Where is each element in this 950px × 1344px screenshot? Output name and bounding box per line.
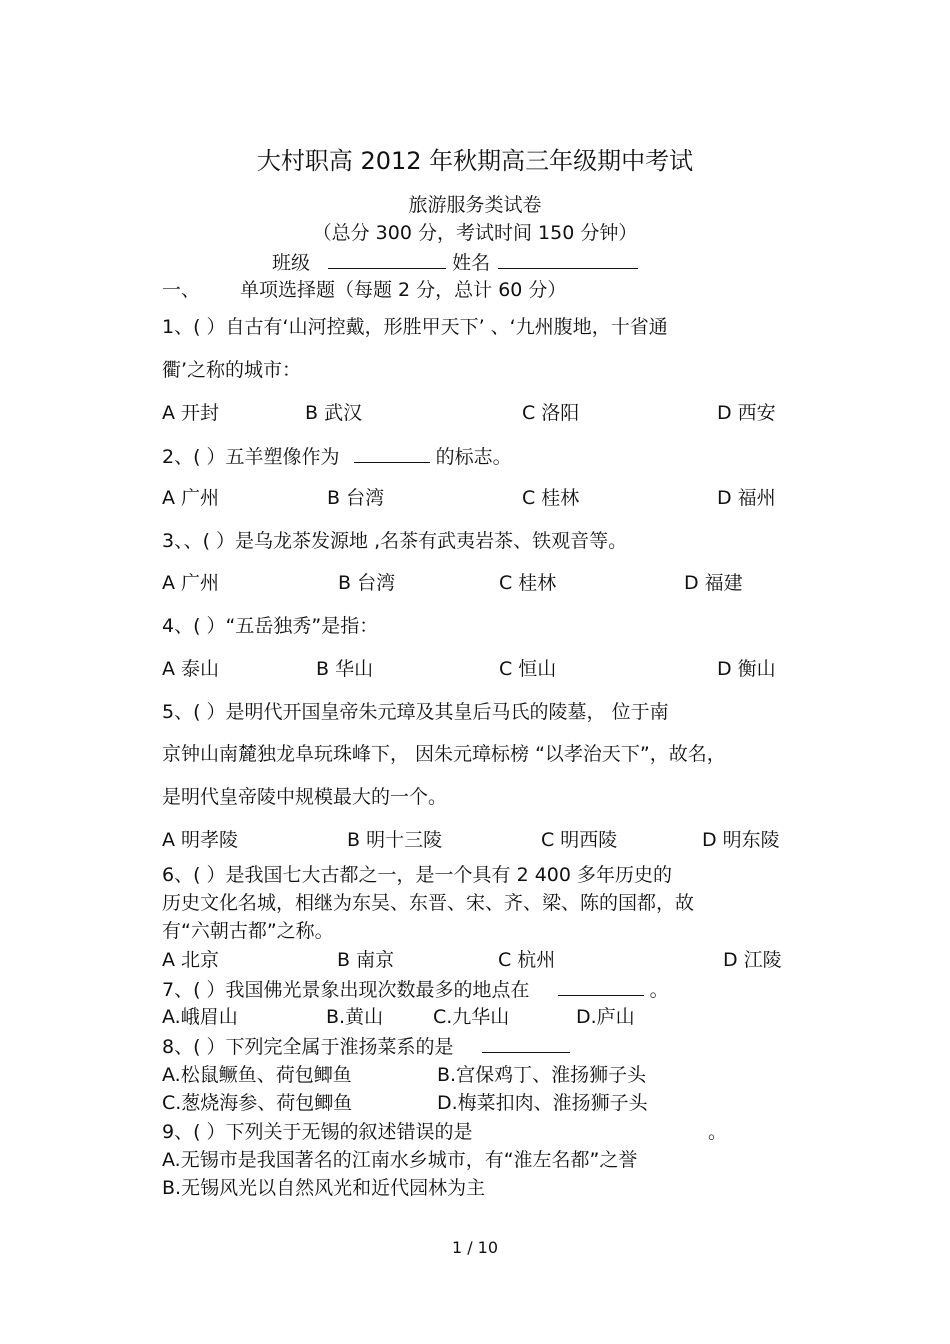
question-9-end-mark: 。 xyxy=(708,1121,728,1143)
question-2-option-d: D 福州 xyxy=(717,487,776,509)
question-9-line-1: 9、( ）下列关于无锡的叙述错误的是 xyxy=(162,1121,473,1143)
question-3-line-1: 3、、( ）是乌龙茶发源地 ,名茶有武夷岩茶、铁观音等。 xyxy=(162,530,628,552)
question-2-line-1 xyxy=(162,444,512,469)
question-8-text: 8、( ）下列完全属于淮扬菜系的是 xyxy=(162,1036,454,1058)
question-6-option-d: D 江陵 xyxy=(723,949,782,971)
section-number: 一、 xyxy=(162,279,201,301)
question-4-option-a: A 泰山 xyxy=(162,658,220,680)
question-8-option-d: D.梅菜扣肉、淮扬狮子头 xyxy=(437,1092,648,1114)
question-4-option-b: B 华山 xyxy=(316,658,374,680)
question-1-option-c: C 洛阳 xyxy=(522,402,580,424)
question-8-option-b: B.宫保鸡丁、淮扬狮子头 xyxy=(437,1064,647,1086)
question-3-option-c: C 桂林 xyxy=(499,572,557,594)
question-6-option-a: A 北京 xyxy=(162,949,220,971)
question-7-option-a: A.峨眉山 xyxy=(162,1006,238,1028)
question-5-option-a: A 明孝陵 xyxy=(162,829,239,851)
question-5-option-b: B 明十三陵 xyxy=(347,829,443,851)
question-1-line-1: 1、( ）自古有‘山河控戴，形胜甲天下’ 、‘九州腹地，十省通 xyxy=(162,316,668,338)
name-label: 姓名 xyxy=(452,252,491,274)
question-9-option-b: B.无锡风光以自然风光和近代园林为主 xyxy=(162,1177,486,1199)
question-8-blank xyxy=(482,1034,570,1053)
question-7-text-a: 7、( ）我国佛光景象出现次数最多的地点在 xyxy=(162,979,530,1001)
question-7-option-d: D.庐山 xyxy=(576,1006,635,1028)
question-7-text-b: 。 xyxy=(649,979,669,1001)
question-6-option-c: C 杭州 xyxy=(498,949,556,971)
question-1-option-a: A 开封 xyxy=(162,402,220,424)
question-4-option-c: C 恒山 xyxy=(499,658,557,680)
question-3-option-d: D 福建 xyxy=(684,572,743,594)
class-label: 班级 xyxy=(272,252,311,274)
page-number: 1 / 10 xyxy=(451,1238,499,1257)
question-1-option-b: B 武汉 xyxy=(305,402,363,424)
question-2-option-a: A 广州 xyxy=(162,487,220,509)
question-7-blank xyxy=(558,977,644,996)
class-blank xyxy=(328,250,446,269)
question-5-option-d: D 明东陵 xyxy=(702,829,780,851)
question-3-option-a: A 广州 xyxy=(162,572,220,594)
question-8-option-a: A.松鼠鳜鱼、荷包鲫鱼 xyxy=(162,1064,352,1086)
question-7-line-1 xyxy=(162,977,669,1002)
question-5-line-2: 京钟山南麓独龙阜玩珠峰下， 因朱元璋标榜 “以孝治天下”，故名， xyxy=(162,743,726,765)
question-8-line-1 xyxy=(162,1034,570,1059)
question-5-line-3: 是明代皇帝陵中规模最大的一个。 xyxy=(162,786,448,808)
exam-subtitle: 旅游服务类试卷 xyxy=(408,194,542,216)
question-2-text-b: 的标志。 xyxy=(435,446,512,468)
question-2-blank xyxy=(354,444,430,463)
question-8-option-c: C.葱烧海参、荷包鲫鱼 xyxy=(162,1092,353,1114)
question-6-option-b: B 南京 xyxy=(337,949,395,971)
exam-info: （总分 300 分，考试时间 150 分钟） xyxy=(312,222,638,244)
question-7-option-c: C.九华山 xyxy=(433,1006,510,1028)
section-title: 单项选择题（每题 2 分，总计 60 分） xyxy=(240,279,567,301)
class-name-line xyxy=(272,250,638,275)
question-7-option-b: B.黄山 xyxy=(326,1006,384,1028)
question-6-line-2: 历史文化名城，相继为东吴、东晋、宋、齐、梁、陈的国都，故 xyxy=(162,892,695,914)
question-5-line-1: 5、( ）是明代开国皇帝朱元璋及其皇后马氏的陵墓， 位于南 xyxy=(162,701,669,723)
question-4-option-d: D 衡山 xyxy=(717,658,776,680)
question-2-option-b: B 台湾 xyxy=(327,487,385,509)
question-2-text-a: 2、( ）五羊塑像作为 xyxy=(162,446,340,468)
question-4-line-1: 4、( ）“五岳独秀”是指： xyxy=(162,615,379,637)
question-9-option-a: A.无锡市是我国著名的江南水乡城市，有“淮左名都”之誉 xyxy=(162,1149,638,1171)
question-5-option-c: C 明西陵 xyxy=(541,829,618,851)
question-1-option-d: D 西安 xyxy=(717,402,776,424)
question-6-line-3: 有“六朝古都”之称。 xyxy=(162,920,334,942)
question-6-line-1: 6、( ）是我国七大古都之一，是一个具有 2 400 多年历史的 xyxy=(162,864,673,886)
question-2-option-c: C 桂林 xyxy=(522,487,580,509)
page-title: 大村职高 2012 年秋期高三年级期中考试 xyxy=(256,147,694,175)
question-3-option-b: B 台湾 xyxy=(338,572,396,594)
name-blank xyxy=(498,250,638,269)
question-1-line-2: 衢’之称的城市： xyxy=(162,359,302,381)
